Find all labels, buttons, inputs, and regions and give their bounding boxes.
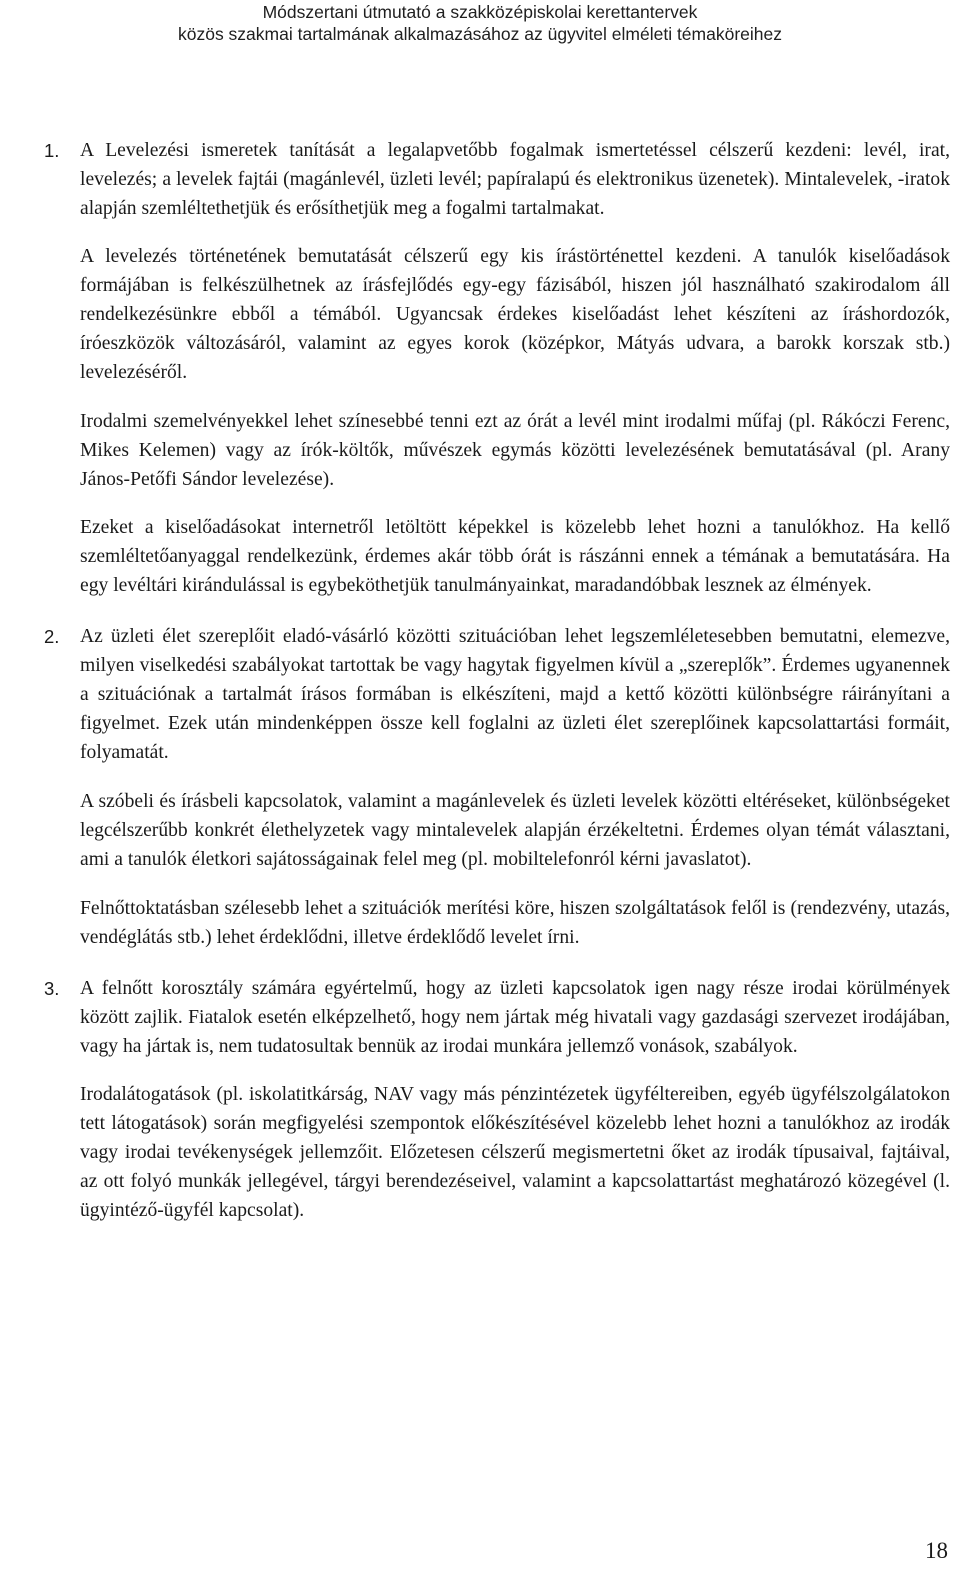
list-item-3 <box>0 974 960 1226</box>
document-body <box>0 116 960 1247</box>
page-header <box>0 0 960 45</box>
header-line-2: közös szakmai tartalmának alkalmazásához az ügyvitel elméleti témaköreihez <box>177 24 782 44</box>
paragraph: A Levelezési ismeretek tanítását a legalapvetőbb fogalmak ismertetéssel célszerű kezdeni: levél, irat, levelezés; a levelek fajtái (magánlevél, üzleti levél; papíralapú és elektronikus üzenetek). Mintalevelek, -iratok alapján szemléltethetjük és erősíthetjük meg a fogalmi tartalmakat. <box>80 139 950 219</box>
page-number: 18 <box>925 1538 948 1563</box>
list-item-1 <box>0 136 960 601</box>
paragraph: A szóbeli és írásbeli kapcsolatok, valamint a magánlevelek és üzleti levelek közötti eltéréseket, különbségeket legcélszerűbb konkrét élethelyzetek vagy mintalevelek alapján érzékeltetni. Érdemes olyan témát választani, ami a tanulók életkori sajátosságainak felel meg (pl. mobiltelefonról kérni javaslatot). <box>80 790 950 870</box>
list-number: 3. <box>44 977 60 999</box>
paragraph: Irodalátogatások (pl. iskolatitkárság, NAV vagy más pénzintézetek ügyféltereiben, egyéb ügyfélszolgálatokon tett látogatások) során megfigyelési szempontok előkészítésével közelebb lehet hozni a tanulókhoz az irodák vagy irodai tevékenységek jellemzőit. Előzetesen célszerű megismertetni őket az irodák típusaival, fajtáival, az ott folyó munkák jellegével, tárgyi berendezéseivel, valamint a kapcsolattartást meghatározó közegével (l. ügyintéző-ügyfél kapcsolat). <box>80 1084 950 1222</box>
list-number: 1. <box>44 139 60 161</box>
paragraph: Felnőttoktatásban szélesebb lehet a szituációk merítési köre, hiszen szolgáltatások felől is (rendezvény, utazás, vendéglátás stb.) lehet érdeklődni, illetve érdeklődő levelet írni. <box>80 897 950 948</box>
paragraph: Irodalmi szemelvényekkel lehet színesebbé tenni ezt az órát a levél mint irodalmi műfaj (pl. Rákóczi Ferenc, Mikes Kelemen) vagy az írók-költők, művészek egymás közötti levelezésének bemutatásával (pl. Arany János-Petőfi Sándor levelezése). <box>80 410 950 490</box>
header-line-1: Módszertani útmutató a szakközépiskolai kerettantervek <box>262 2 698 22</box>
paragraph: Az üzleti élet szereplőit eladó-vásárló közötti szituációban lehet legszemléletesebben bemutatni, elemezve, milyen viselkedési szabályokat tartottak be vagy hagytak figyelmen kívül a „szereplők”. Érdemes ugyanennek a szituációnak a tartalmát írásos formában is elkészíteni, majd a kettő közötti különbségre ráirányítani a figyelmet. Ezek után mindenképpen össze kell foglalni az üzleti élet szereplőinek kapcsolattartási formáit, folyamatát. <box>80 626 950 764</box>
paragraph: Ezeket a kiselőadásokat internetről letöltött képekkel is közelebb lehet hozni a tanulókhoz. Ha kellő szemléltetőanyaggal rendelkezünk, érdemes akár több órát is rászánni ennek a témának a bemutatására. Ha egy levéltári kirándulással is egybeköthetjük tanulmányainkat, maradandóbbak lesznek az élmények. <box>80 517 950 597</box>
paragraph: A felnőtt korosztály számára egyértelmű, hogy az üzleti kapcsolatok igen nagy része irodai körülmények között zajlik. Fiatalok esetén elképzelhető, hogy nem jártak még hivatali vagy gazdasági szervezet irodájában, vagy ha jártak is, nem tudatosultak bennük az irodai munkára jellemző vonások, szabályok. <box>80 977 950 1057</box>
paragraph: A levelezés történetének bemutatását célszerű egy kis írástörténettel kezdeni. A tanulók kiselőadások formájában is felkészülhetnek az írásfejlődés egy-egy fázisából, hiszen jól használható szakirodalom áll rendelkezésünkre ebből a témából. Ugyancsak érdekes kiselőadást lehet készíteni az íráshordozók, íróeszközök változásáról, valamint az egyes korok (középkor, Mátyás udvara, a barokk korszak stb.) levelezéséről. <box>80 246 950 384</box>
list-number: 2. <box>44 626 60 648</box>
list-item-2 <box>0 622 960 951</box>
